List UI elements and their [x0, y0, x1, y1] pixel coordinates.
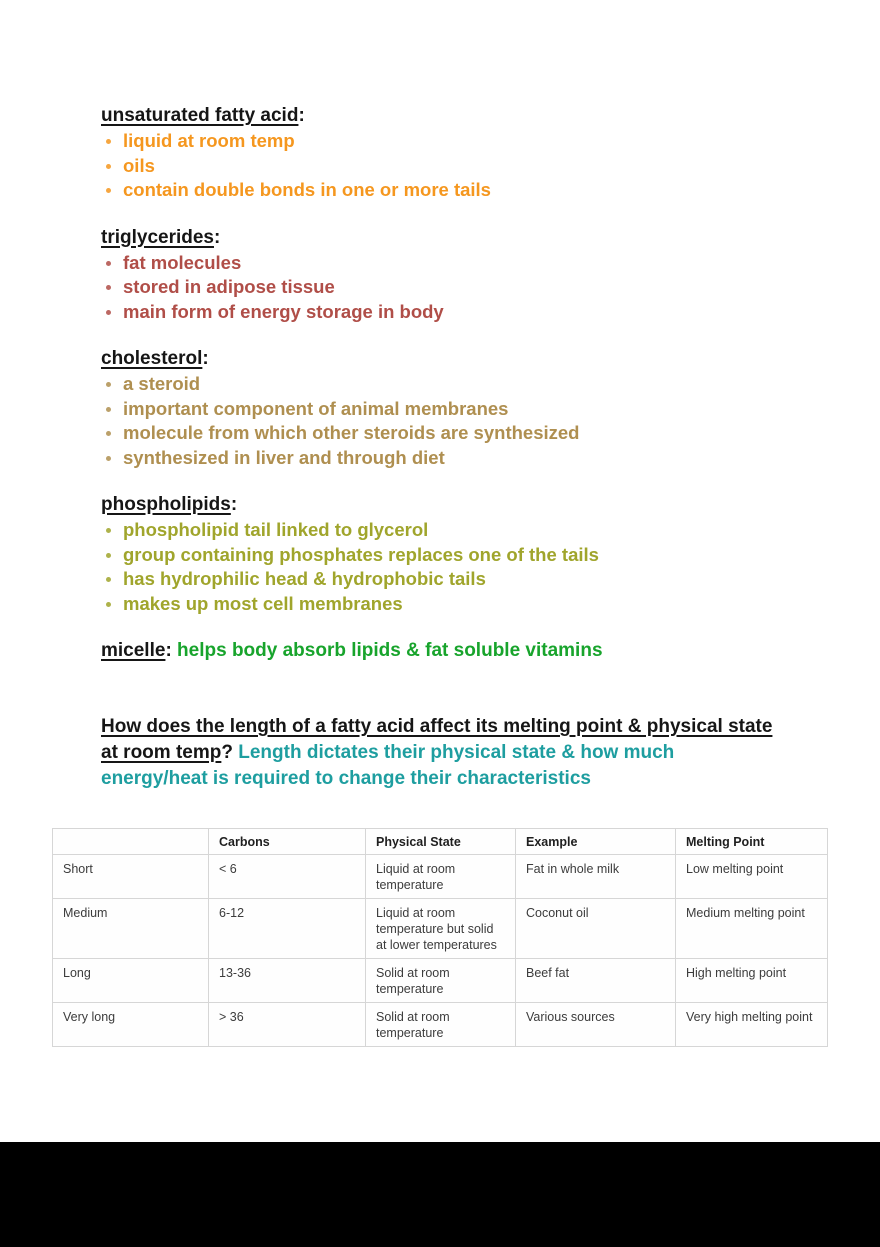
table-row-medium	[53, 899, 828, 959]
bullet-dot-icon	[106, 431, 111, 436]
table-row-long	[53, 959, 828, 1003]
bullet-item	[101, 372, 880, 397]
table-row-very-long	[53, 1003, 828, 1047]
table-cell: Low melting point	[676, 855, 828, 899]
bullet-text: a steroid	[123, 373, 201, 394]
bullet-item	[101, 518, 880, 543]
bullet-dot-icon	[106, 285, 111, 290]
bullet-item	[101, 178, 880, 203]
table-cell: High melting point	[676, 959, 828, 1003]
bullet-text: main form of energy storage in body	[123, 300, 444, 322]
bullet-text: important component of animal membranes	[123, 397, 509, 419]
bullet-list	[101, 518, 880, 616]
bullet-item	[101, 275, 880, 300]
bullet-dot-icon	[106, 139, 111, 144]
bullet-dot-icon	[106, 188, 111, 193]
table-cell: 13-36	[209, 959, 366, 1003]
bullet-dot-icon	[106, 382, 111, 387]
column-header-carbons: Carbons	[209, 829, 366, 855]
table-cell: > 36	[209, 1003, 366, 1047]
bullet-text: contain double bonds in one or more tails	[123, 179, 491, 200]
bullet-text: group containing phosphates replaces one of the tails	[123, 543, 599, 565]
table-row-short	[53, 855, 828, 899]
answer-text: Length dictates their physical state & how much energy/heat is required to change their characteristics	[101, 742, 675, 789]
table-cell: < 6	[209, 855, 366, 899]
bullet-text: phospholipid tail linked to glycerol	[123, 519, 429, 540]
table-cell: Very long	[53, 1003, 209, 1047]
micelle-definition-line	[101, 638, 880, 664]
bullet-dot-icon	[106, 407, 111, 412]
bullet-dot-icon	[106, 528, 111, 533]
column-header-melting-point: Melting Point	[676, 829, 828, 855]
table-cell: Solid at room temperature	[366, 1003, 516, 1047]
micelle-colon: :	[165, 640, 172, 661]
bullet-item	[101, 300, 880, 325]
bullet-text: liquid at room temp	[123, 130, 295, 151]
bullet-list	[101, 129, 880, 203]
table-cell: Short	[53, 855, 209, 899]
section-heading-colon: :	[202, 348, 209, 369]
bullet-dot-icon	[106, 310, 111, 315]
bullet-item	[101, 567, 880, 592]
table-cell: Medium	[53, 899, 209, 959]
bullet-list	[101, 251, 880, 325]
section-heading	[101, 346, 880, 372]
section-heading	[101, 492, 880, 518]
table-cell: Liquid at room temperature but solid at lower temperatures	[366, 899, 516, 959]
question-mark: ?	[221, 742, 233, 763]
section-unsaturated-fatty-acid	[101, 103, 880, 203]
table-cell: Fat in whole milk	[516, 855, 676, 899]
bullet-dot-icon	[106, 553, 111, 558]
table-cell: Various sources	[516, 1003, 676, 1047]
section-cholesterol	[101, 346, 880, 470]
bullet-list	[101, 372, 880, 470]
section-heading	[101, 225, 880, 251]
column-header-physical-state: Physical State	[366, 829, 516, 855]
bullet-text: oils	[123, 154, 155, 176]
question-block	[101, 714, 773, 792]
table-cell: Liquid at room temperature	[366, 855, 516, 899]
table-header-row	[53, 829, 828, 855]
bullet-text: makes up most cell membranes	[123, 592, 403, 614]
bullet-text: stored in adipose tissue	[123, 276, 335, 297]
column-header-blank	[53, 829, 209, 855]
bullet-item	[101, 421, 880, 446]
bullet-text: molecule from which other steroids are synthesized	[123, 422, 580, 443]
bullet-dot-icon	[106, 456, 111, 461]
bullet-dot-icon	[106, 577, 111, 582]
bullet-item	[101, 592, 880, 617]
bullet-dot-icon	[106, 164, 111, 169]
section-heading-term: unsaturated fatty acid	[101, 105, 299, 126]
table-cell: Long	[53, 959, 209, 1003]
bullet-dot-icon	[106, 602, 111, 607]
micelle-term: micelle	[101, 640, 166, 661]
section-heading-colon: :	[214, 226, 221, 248]
bullet-dot-icon	[106, 261, 111, 266]
section-phospholipids	[101, 492, 880, 616]
question-text: How does the length of a fatty acid affect its melting point & physical state at room temp	[101, 716, 773, 763]
section-heading-term: triglycerides	[101, 226, 214, 248]
bullet-item	[101, 446, 880, 471]
bullet-item	[101, 251, 880, 276]
section-heading-colon: :	[230, 494, 238, 515]
bullet-item	[101, 154, 880, 179]
bullet-text: synthesized in liver and through diet	[123, 446, 445, 468]
micelle-definition-text: helps body absorb lipids & fat soluble vitamins	[177, 640, 603, 661]
footer-black-bar	[0, 1142, 880, 1247]
column-header-example: Example	[516, 829, 676, 855]
section-heading-colon: :	[298, 105, 305, 126]
table-cell: Beef fat	[516, 959, 676, 1003]
bullet-text: has hydrophilic head & hydrophobic tails	[123, 568, 486, 589]
section-triglycerides	[101, 225, 880, 325]
section-heading-term: cholesterol	[101, 348, 203, 369]
section-heading-term: phospholipids	[101, 494, 231, 515]
bullet-item	[101, 543, 880, 568]
bullet-text: fat molecules	[123, 251, 242, 273]
table-cell: 6-12	[209, 899, 366, 959]
table-cell: Solid at room temperature	[366, 959, 516, 1003]
fatty-acid-length-table	[52, 828, 828, 1047]
table-cell: Coconut oil	[516, 899, 676, 959]
table-cell: Very high melting point	[676, 1003, 828, 1047]
bullet-item	[101, 397, 880, 422]
section-heading	[101, 103, 880, 129]
bullet-item	[101, 129, 880, 154]
table-cell: Medium melting point	[676, 899, 828, 959]
